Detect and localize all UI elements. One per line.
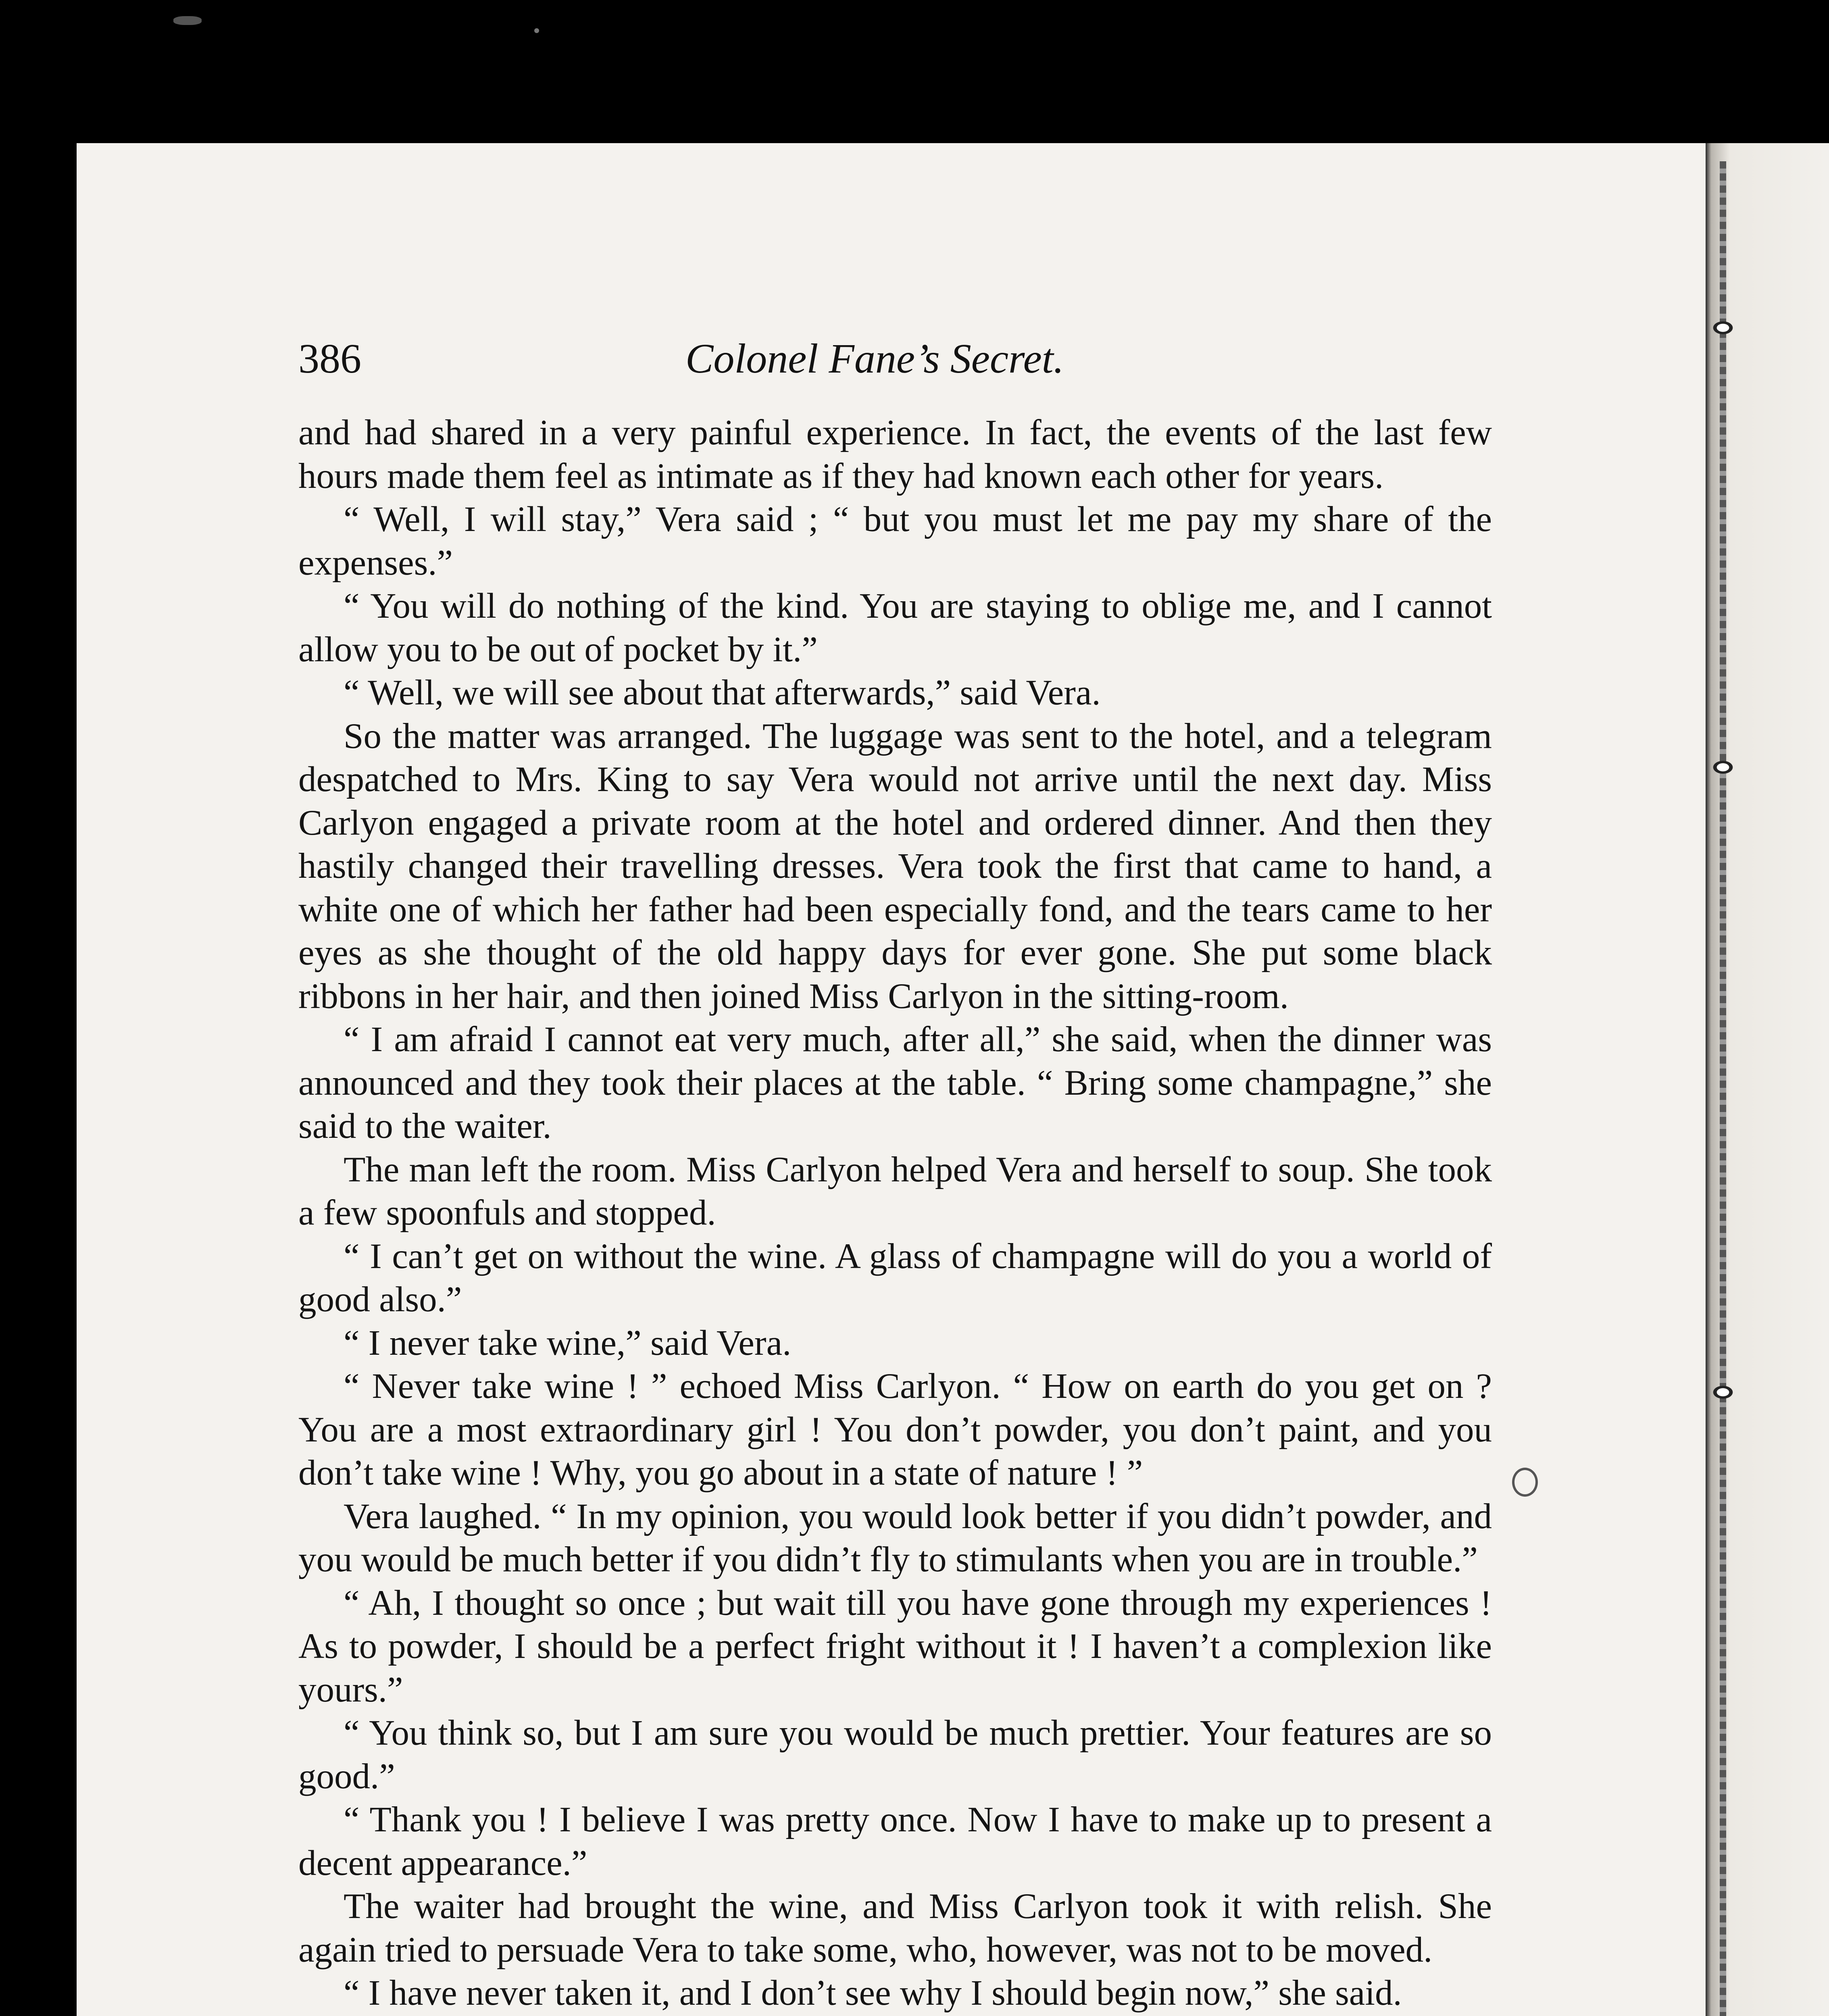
scan-speck [173, 16, 202, 25]
scan-speck [1512, 1468, 1538, 1497]
paragraph: “ Ah, I thought so once ; but wait till you have gone through my experiences ! As to powder, I should be a perfect fright without it ! I haven’t a complexion like yours.” [298, 1583, 1492, 1710]
binding-stitch [1709, 319, 1737, 337]
binding-stitch [1709, 1383, 1737, 1402]
paragraph: So the matter was arranged. The luggage was sent to the hotel, and a telegram despatched to Mrs. King to say Vera would not arrive until the next day. Miss Carlyon engaged a private room at the hotel and ordered dinner. And then they hastily changed their travelling dresses. Vera took the first that came to hand, a white one of which her father had been especially fond, and the tears came to her eyes as she thought of the old happy days for ever gone. She put some black ribbons in her hair, and then joined Miss Carlyon in the sitting-room. [298, 716, 1492, 1016]
body-text [298, 411, 1492, 2016]
paragraph: “ Never take wine ! ” echoed Miss Carlyon. “ How on earth do you get on ? You are a most extraordinary girl ! You don’t powder, you don’t paint, and you don’t take wine ! Why, you go about in a state of nature ! ” [298, 1366, 1492, 1493]
paragraph: The man left the room. Miss Carlyon helped Vera and herself to soup. She took a few spoonfuls and stopped. [298, 1150, 1492, 1233]
paragraph: “ Well, we will see about that afterwards,” said Vera. [344, 673, 1101, 712]
paragraph: and had shared in a very painful experience. In fact, the events of the last few hours made them feel as intimate as if they had known each other for years. [298, 413, 1492, 496]
running-title: Colonel Fane’s Secret. [685, 335, 1064, 382]
page-number: 386 [298, 335, 361, 382]
paragraph: “ I am afraid I cannot eat very much, after all,” she said, when the dinner was announced and they took their places at the table. “ Bring some champagne,” she said to the waiter. [298, 1020, 1492, 1146]
paragraph: The waiter had brought the wine, and Miss Carlyon took it with relish. She again tried to persuade Vera to take some, who, however, was not to be moved. [298, 1887, 1492, 1970]
running-head [298, 329, 1508, 389]
paragraph: “ I have never taken it, and I don’t see why I should begin now,” she said. [344, 1973, 1402, 2013]
paragraph: “ I can’t get on without the wine. A glass of champagne will do you a world of good also.” [298, 1236, 1492, 1319]
paragraph: “ Well, I will stay,” Vera said ; “ but you must let me pay my share of the expenses.” [298, 500, 1492, 583]
paragraph: “ Thank you ! I believe I was pretty once. Now I have to make up to present a decent appearance.” [298, 1800, 1492, 1883]
paragraph: “ You will do nothing of the kind. You are staying to oblige me, and I cannot allow you to be out of pocket by it.” [298, 586, 1492, 669]
binding-stitch [1709, 758, 1737, 777]
scan-speck [534, 28, 539, 33]
paragraph: “ I never take wine,” said Vera. [344, 1323, 792, 1363]
binding-thread [1720, 161, 1726, 2016]
paragraph: “ You think so, but I am sure you would be much prettier. Your features are so good.” [298, 1713, 1492, 1796]
paragraph: Vera laughed. “ In my opinion, you would look better if you didn’t powder, and you would be much better if you didn’t fly to stimulants when you are in trouble.” [298, 1496, 1492, 1579]
